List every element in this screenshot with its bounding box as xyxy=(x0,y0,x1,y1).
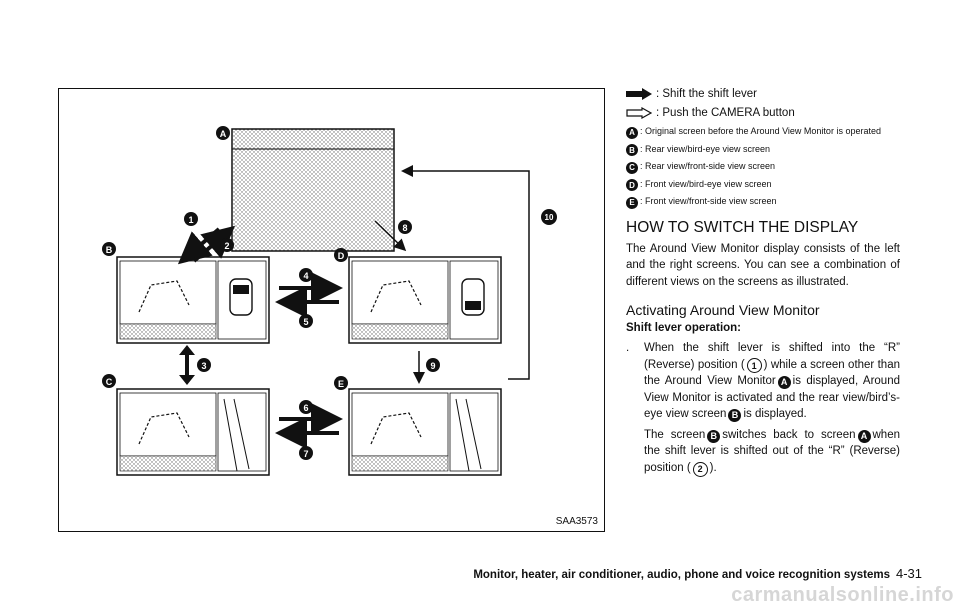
subsection-title: Activating Around View Monitor xyxy=(626,302,820,318)
legend-screen-c: C : Rear view/front-side view screen xyxy=(626,161,900,174)
screen-switching-diagram xyxy=(59,89,603,530)
screen-b xyxy=(117,257,269,343)
legend-screen-a: A : Original screen before the Around View Monitor is operated xyxy=(626,126,900,139)
svg-text:3: 3 xyxy=(201,361,207,371)
number-7 xyxy=(299,446,313,460)
bullet-continuation: The screen B switches back to screen A when the shift lever is shifted out of the “R” (Reverse) position ( 2 ). xyxy=(626,427,900,477)
ref-a-2: A xyxy=(858,430,871,443)
legend-screen-b: B : Rear view/bird-eye view screen xyxy=(626,144,900,157)
subhead: Shift lever operation: xyxy=(626,322,742,334)
ref-a: A xyxy=(778,376,791,389)
section-intro: The Around View Monitor display consists of the left and the right screens. You can see a combination of different views on the screens as illustrated. xyxy=(626,242,900,288)
number-3 xyxy=(197,358,211,372)
outline-arrow-icon xyxy=(626,107,656,122)
ref-2: 2 xyxy=(693,462,708,477)
label-d xyxy=(334,248,348,262)
svg-text:D: D xyxy=(337,251,345,261)
svg-text:A: A xyxy=(219,129,227,139)
label-e xyxy=(334,376,348,390)
screen-e xyxy=(349,389,501,475)
bullet-item xyxy=(626,340,900,423)
label-a xyxy=(216,126,230,140)
text-column xyxy=(626,88,900,477)
svg-text:B: B xyxy=(105,245,113,255)
label-b xyxy=(102,242,116,256)
svg-text:4: 4 xyxy=(303,271,309,281)
figure-code: SAA3573 xyxy=(555,516,598,527)
svg-text:2: 2 xyxy=(224,241,230,251)
screen-d xyxy=(349,257,501,343)
bullet-text: When the shift lever is shifted into the “R” (Reverse) position ( 1 ) while a screen other than the Around View Monitor A is displayed, Around View Monitor is activated and the rear view/bird’s-eye view screen B is displayed. xyxy=(644,342,900,421)
page-number: 4-31 xyxy=(895,566,922,581)
svg-text:10: 10 xyxy=(544,213,554,222)
ref-b: B xyxy=(728,409,741,422)
ref-1: 1 xyxy=(747,358,762,373)
number-8 xyxy=(398,220,412,234)
svg-text:E: E xyxy=(337,379,345,389)
number-1 xyxy=(184,212,198,226)
legend-screen-d: D : Front view/bird-eye view screen xyxy=(626,179,900,192)
number-6 xyxy=(299,400,313,414)
page-footer xyxy=(473,566,922,581)
svg-text:5: 5 xyxy=(303,317,309,327)
label-c xyxy=(102,374,116,388)
svg-text:1: 1 xyxy=(188,215,194,225)
arrow-3 xyxy=(179,345,195,385)
legend-screen-e: E : Front view/front-side view screen xyxy=(626,196,900,209)
number-4 xyxy=(299,268,313,282)
diagram-figure xyxy=(58,88,605,532)
svg-text:7: 7 xyxy=(303,449,309,459)
legend-shift: : Shift the shift lever xyxy=(626,88,900,103)
watermark: carmanualsonline.info xyxy=(731,584,954,606)
number-9 xyxy=(426,358,440,372)
bullet-mark: . xyxy=(626,342,630,354)
section-title: HOW TO SWITCH THE DISPLAY xyxy=(626,218,859,236)
number-2 xyxy=(220,238,234,252)
number-5 xyxy=(299,314,313,328)
svg-text:C: C xyxy=(105,377,113,387)
screen-a xyxy=(232,129,394,251)
svg-text:9: 9 xyxy=(430,361,436,371)
legend-push: : Push the CAMERA button xyxy=(626,107,900,122)
svg-text:6: 6 xyxy=(303,403,309,413)
footer-title: Monitor, heater, air conditioner, audio, phone and voice recognition systems xyxy=(473,569,890,581)
ref-b-2: B xyxy=(707,430,720,443)
number-10 xyxy=(541,209,557,225)
solid-arrow-icon xyxy=(626,88,656,103)
screen-c xyxy=(117,389,269,475)
svg-text:8: 8 xyxy=(402,223,408,233)
